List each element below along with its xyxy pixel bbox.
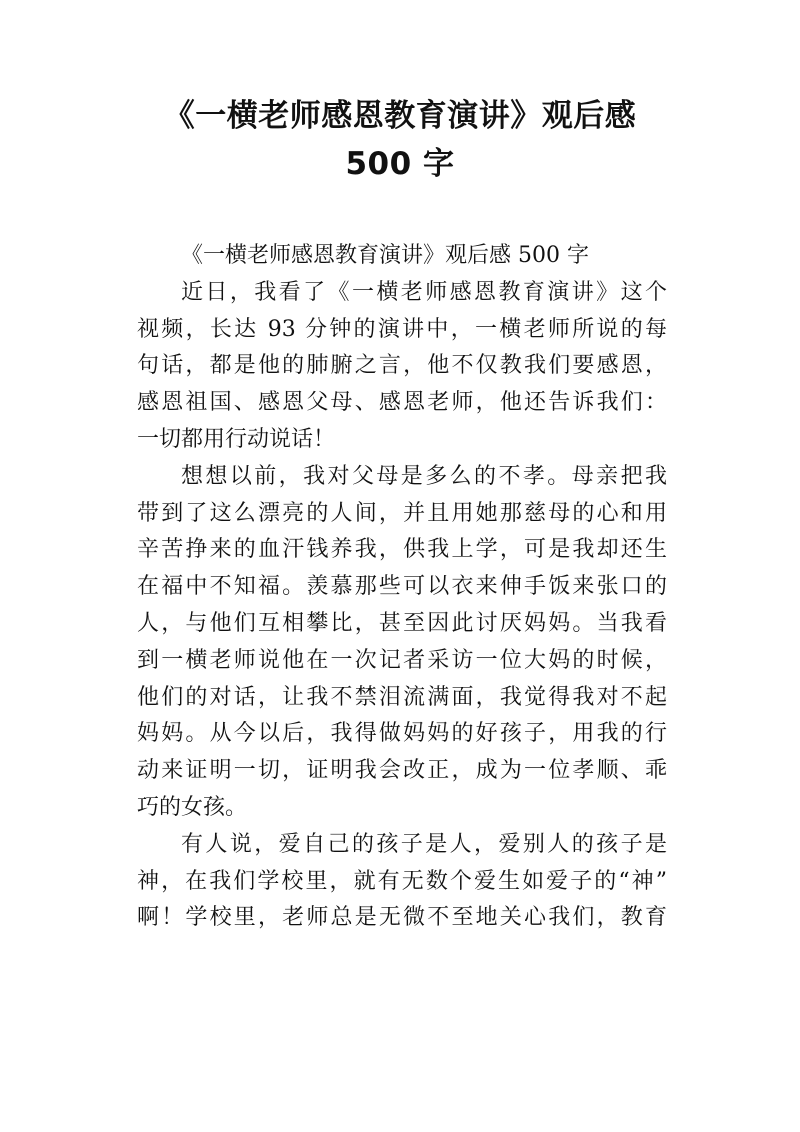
body-line: 他们的对话，让我不禁泪流满面，我觉得我对不起 bbox=[137, 684, 667, 710]
body-line: 有人说，爱自己的孩子是人，爱别人的孩子是 bbox=[181, 831, 667, 857]
body-line: 辛苦挣来的血汗钱养我，供我上学，可是我却还生 bbox=[137, 537, 667, 563]
document-body bbox=[137, 238, 667, 937]
body-line: 《一横老师感恩教育演讲》观后感 500 字 bbox=[181, 243, 589, 268]
body-line: 想想以前，我对父母是多么的不孝。母亲把我 bbox=[181, 463, 667, 489]
body-line: 妈妈。从今以后，我得做妈妈的好孩子，用我的行 bbox=[137, 721, 667, 747]
body-line: 感恩祖国、感恩父母、感恩老师，他还告诉我们： bbox=[137, 390, 667, 416]
body-line: 人，与他们互相攀比，甚至因此讨厌妈妈。当我看 bbox=[137, 610, 667, 636]
body-line: 动来证明一切，证明我会改正，成为一位孝顺、乖 bbox=[137, 758, 667, 784]
document-title bbox=[0, 92, 800, 188]
body-line: 神，在我们学校里，就有无数个爱生如爱子的“神” bbox=[137, 868, 667, 894]
body-line: 视频，长达 93 分钟的演讲中，一横老师所说的每 bbox=[137, 316, 667, 342]
body-line: 在福中不知福。羡慕那些可以衣来伸手饭来张口的 bbox=[137, 574, 667, 600]
body-line: 一切都用行动说话！ bbox=[137, 426, 336, 452]
body-line: 近日，我看了《一横老师感恩教育演讲》这个 bbox=[181, 279, 667, 305]
body-line: 啊！学校里，老师总是无微不至地关心我们，教育 bbox=[137, 905, 667, 931]
body-line: 带到了这么漂亮的人间，并且用她那慈母的心和用 bbox=[137, 500, 667, 526]
body-line: 句话，都是他的肺腑之言，他不仅教我们要感恩， bbox=[137, 353, 667, 379]
body-line: 到一横老师说他在一次记者采访一位大妈的时候， bbox=[137, 647, 667, 673]
body-line: 巧的女孩。 bbox=[137, 794, 248, 820]
title-line-2: 500 字 bbox=[345, 146, 455, 182]
title-line-1: 《一横老师感恩教育演讲》观后感 bbox=[163, 98, 637, 134]
